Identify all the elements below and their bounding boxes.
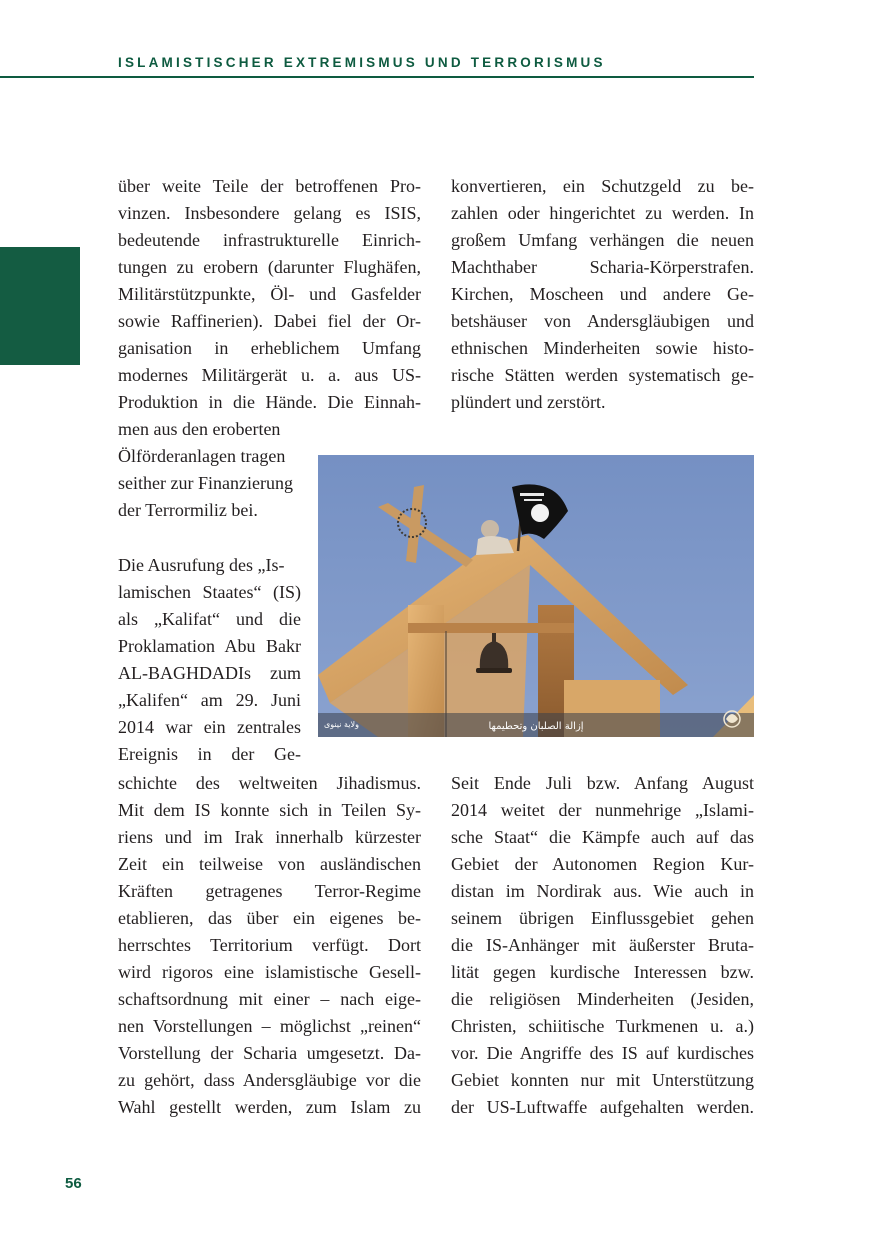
- body-line: men aus den eroberten: [118, 419, 281, 439]
- photo-church-roof-flag: [318, 455, 754, 737]
- body-line: distan im Nordirak aus. Wie auch in: [451, 881, 754, 901]
- body-line: zu gehört, dass Andersgläubige vor die: [118, 1070, 421, 1090]
- body-line: 2014 war ein zentrales: [118, 717, 301, 737]
- body-line: Machthaber Scharia-Körperstrafen.: [451, 257, 754, 277]
- body-line: konvertieren, ein Schutzgeld zu be-: [451, 176, 754, 196]
- body-line: Zeit ein teilweise von ausländischen: [118, 854, 421, 874]
- page-number: 56: [65, 1175, 82, 1192]
- chapter-side-tab: [0, 247, 80, 365]
- body-line: über weite Teile der betroffenen Pro-: [118, 176, 421, 196]
- body-line: Kirchen, Moscheen und andere Ge-: [451, 284, 754, 304]
- body-line: modernes Militärgerät u. a. aus US-: [118, 365, 421, 385]
- body-line: Christen, schiitische Turkmenen u. a.): [451, 1016, 754, 1036]
- body-line: 2014 weitet der nunmehrige „Islami-: [451, 800, 754, 820]
- body-line: die religiösen Minderheiten (Jesiden,: [451, 989, 754, 1009]
- body-line: der US-Luftwaffe aufgehalten werden.: [451, 1097, 754, 1117]
- body-line: Proklamation Abu Bakr: [118, 636, 301, 656]
- body-line: sowie Raffinerien). Dabei fiel der Or-: [118, 311, 421, 331]
- body-line: ganisation in erheblichem Umfang: [118, 338, 421, 358]
- body-line: AL-BAGHDADIs zum: [118, 663, 301, 683]
- body-line: lität gegen kurdische Interessen bzw.: [451, 962, 754, 982]
- photo-caption: إزالة الصلبان وتحطيمها: [488, 721, 584, 732]
- body-line: herrschtes Territorium verfügt. Dort: [118, 935, 421, 955]
- bell-beam: [408, 623, 574, 633]
- body-line: rische Stätten werden systematisch ge-: [451, 365, 754, 385]
- body-line: seither zur Finanzierung: [118, 473, 293, 493]
- body-line: Kräften getragenes Terror-Regime: [118, 881, 421, 901]
- body-line: Produktion in die Hände. Die Einnah-: [118, 392, 421, 412]
- body-line: ethnischen Minderheiten sowie histo-: [451, 338, 754, 358]
- wilayah-logo-text: ولاية نينوى: [324, 720, 359, 729]
- body-line: die IS-Anhänger mit äußerster Bruta-: [451, 935, 754, 955]
- body-line: Gebiet der Autonomen Region Kur-: [451, 854, 754, 874]
- body-line: „Kalifen“ am 29. Juni: [118, 690, 301, 710]
- body-line: nen Vorstellungen – möglichst „reinen“: [118, 1016, 421, 1036]
- body-line: wird rigoros eine islamistische Gesell-: [118, 962, 421, 982]
- body-line: bedeutende infrastrukturelle Einrich-: [118, 230, 421, 250]
- body-line: als „Kalifat“ und die: [118, 609, 301, 629]
- body-line: schichte des weltweiten Jihadismus.: [118, 773, 421, 793]
- body-line: lamischen Staates“ (IS): [118, 582, 301, 602]
- body-line: schaftsordnung mit einer – nach eige-: [118, 989, 421, 1009]
- body-line: Seit Ende Juli bzw. Anfang August: [451, 773, 754, 793]
- body-line: betshäuser von Andersgläubigen und: [451, 311, 754, 331]
- body-line: Vorstellung der Scharia umgesetzt. Da-: [118, 1043, 421, 1063]
- body-line: Militärstützpunkte, Öl- und Gasfelder: [118, 284, 421, 304]
- body-line: großem Umfang verhängen die neuen: [451, 230, 754, 250]
- body-line: Gebiet konnten nur mit Unterstützung: [451, 1070, 754, 1090]
- body-line: Wahl gestellt werden, zum Islam zu: [118, 1097, 421, 1117]
- body-line: vor. Die Angriffe des IS auf kurdisches: [451, 1043, 754, 1063]
- body-line: Mit dem IS konnte sich in Teilen Sy-: [118, 800, 421, 820]
- header-rule: [0, 76, 754, 78]
- body-line: Die Ausrufung des „Is-: [118, 555, 285, 575]
- body-line: der Terrormiliz bei.: [118, 500, 258, 520]
- body-line: tungen zu erobern (darunter Flughäfen,: [118, 257, 421, 277]
- body-line: etablieren, das über ein eigenes be-: [118, 908, 421, 928]
- body-line: seinem übrigen Einflussgebiet gehen: [451, 908, 754, 928]
- body-line: zahlen oder hingerichtet zu werden. In: [451, 203, 754, 223]
- running-header: ISLAMISTISCHER EXTREMISMUS UND TERRORISMUS: [118, 55, 606, 70]
- body-line: plündert und zerstört.: [451, 392, 606, 412]
- body-line: sche Staat“ die Kämpfe auch auf das: [451, 827, 754, 847]
- body-line: Ölförderanlagen tragen: [118, 446, 286, 466]
- body-line: riens und im Irak innerhalb kürzester: [118, 827, 421, 847]
- body-line: Ereignis in der Ge-: [118, 744, 301, 764]
- body-line: vinzen. Insbesondere gelang es ISIS,: [118, 203, 421, 223]
